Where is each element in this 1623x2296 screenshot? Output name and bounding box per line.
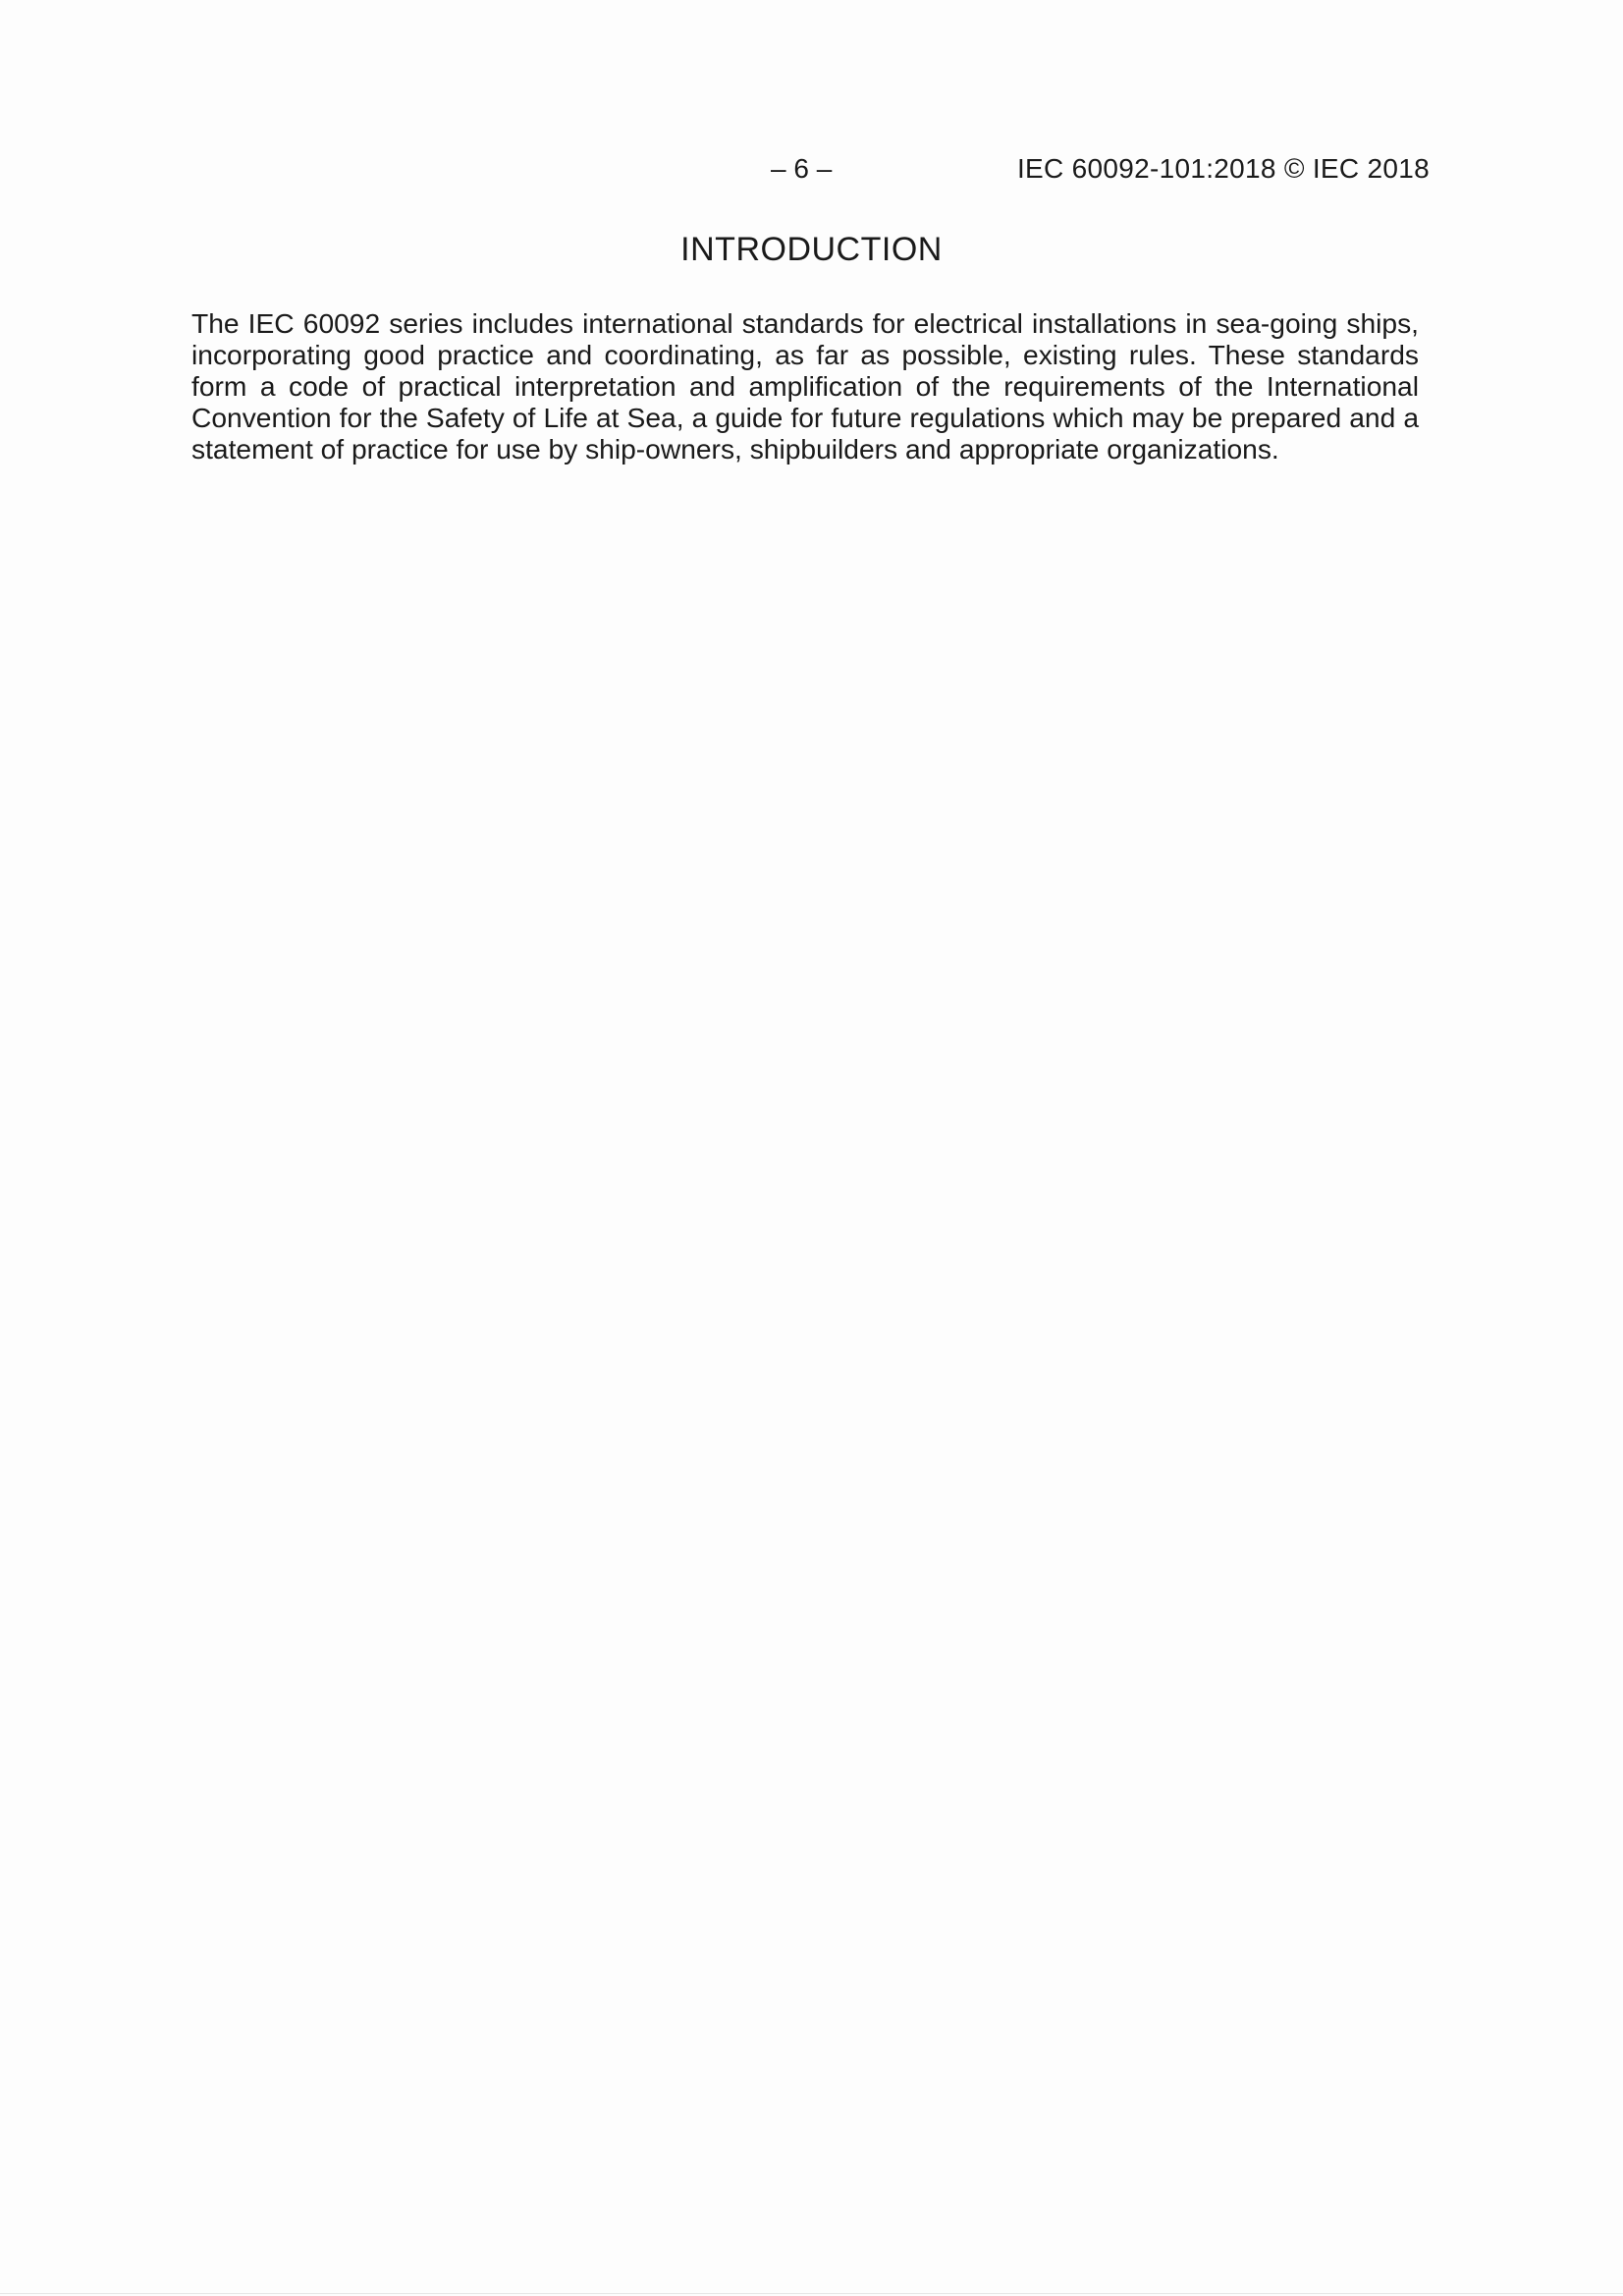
introduction-paragraph: The IEC 60092 series includes international standards for electrical installations in sea-going ships, incorporating good practice and coordinating, as far as possible, existing rules. These standards form a code of practical interpretation and amplification of the requirements of the International Convention for the Safety of Life at Sea, a guide for future regulations which may be prepared and a statement of practice for use by ship-owners, shipbuilders and appropriate organizations. xyxy=(191,307,1419,465)
section-title: INTRODUCTION xyxy=(680,231,943,268)
document-reference: IEC 60092-101:2018 © IEC 2018 xyxy=(1016,153,1430,184)
page-number: – 6 – xyxy=(771,153,833,184)
page-bottom-edge xyxy=(0,2293,1623,2294)
